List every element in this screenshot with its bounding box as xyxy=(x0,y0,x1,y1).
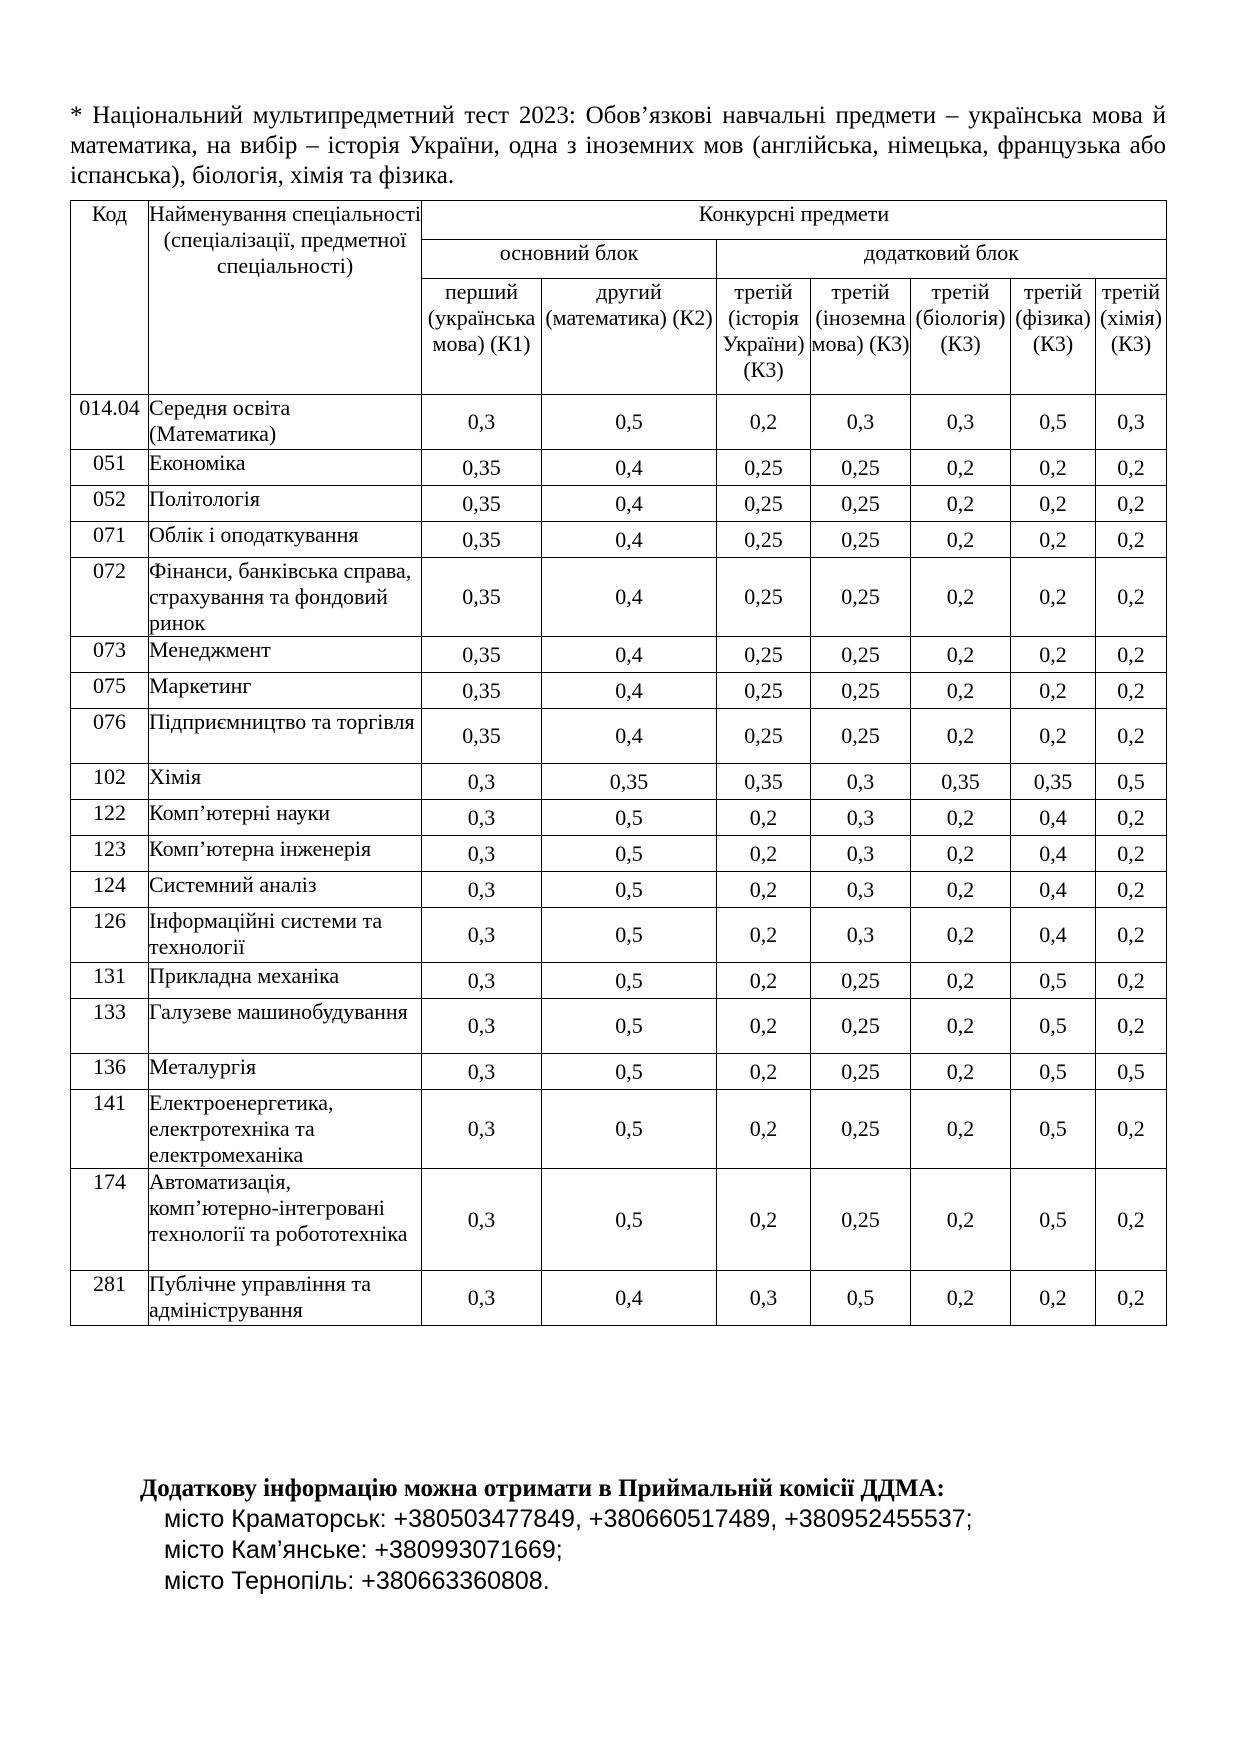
coefficient-cell: 0,25 xyxy=(811,673,911,709)
specialty-name: Фінанси, банківська справа, страхування та фондовий ринок xyxy=(149,558,422,637)
specialty-code: 075 xyxy=(71,673,149,709)
coefficient-cell: 0,3 xyxy=(422,963,542,999)
specialty-name: Комп’ютерні науки xyxy=(149,800,422,836)
coefficient-cell: 0,25 xyxy=(717,709,811,764)
coefficient-cell: 0,4 xyxy=(542,450,717,486)
coefficient-cell: 0,2 xyxy=(1096,800,1167,836)
coefficient-cell: 0,2 xyxy=(911,908,1011,963)
coefficient-cell: 0,2 xyxy=(717,963,811,999)
specialty-name: Менеджмент xyxy=(149,637,422,673)
coefficient-cell: 0,2 xyxy=(911,999,1011,1054)
coefficient-cell: 0,3 xyxy=(811,908,911,963)
coefficient-cell: 0,2 xyxy=(1096,450,1167,486)
coefficient-cell: 0,2 xyxy=(1096,1271,1167,1326)
coefficient-cell: 0,5 xyxy=(542,1054,717,1090)
coefficient-cell: 0,3 xyxy=(717,1271,811,1326)
coefficient-cell: 0,25 xyxy=(717,558,811,637)
specialty-name: Автоматизація, комп’ютерно-інтегровані технології та робототехніка xyxy=(149,1169,422,1271)
subjects-header: Конкурсні предмети xyxy=(422,201,1167,240)
coefficient-cell: 0,2 xyxy=(1096,872,1167,908)
specialty-code: 141 xyxy=(71,1090,149,1169)
coefficient-cell: 0,25 xyxy=(811,709,911,764)
coefficient-cell: 0,4 xyxy=(542,1271,717,1326)
specialty-code: 133 xyxy=(71,999,149,1054)
table-body xyxy=(71,395,1167,1326)
coefficient-cell: 0,25 xyxy=(811,999,911,1054)
coefficient-cell: 0,35 xyxy=(422,522,542,558)
coefficient-cell: 0,2 xyxy=(1011,1271,1096,1326)
table-row xyxy=(71,1169,1167,1271)
coefficient-cell: 0,3 xyxy=(811,395,911,450)
exam-note: * Національний мультипредметний тест 2023: Обов’язкові навчальні предмети – українська мова й математика, на вибір – історія України, одна з іноземних мов (англійська, німецька, французька або іспанська), біологія, хімія та фізика. xyxy=(70,102,1166,189)
subject-header: третій (історія України) (К3) xyxy=(717,279,811,395)
coefficient-cell: 0,2 xyxy=(1011,522,1096,558)
specialty-code: 073 xyxy=(71,637,149,673)
specialty-code: 123 xyxy=(71,836,149,872)
coefficient-cell: 0,2 xyxy=(1096,999,1167,1054)
coefficient-cell: 0,3 xyxy=(422,1169,542,1271)
table-row xyxy=(71,999,1167,1054)
main-block-header: основний блок xyxy=(422,240,717,279)
table-row xyxy=(71,1271,1167,1326)
coefficient-cell: 0,2 xyxy=(911,963,1011,999)
coefficient-cell: 0,5 xyxy=(542,800,717,836)
specialty-name: Системний аналіз xyxy=(149,872,422,908)
coefficient-cell: 0,35 xyxy=(717,764,811,800)
specialty-name: Комп’ютерна інженерія xyxy=(149,836,422,872)
specialty-code: 071 xyxy=(71,522,149,558)
table-row xyxy=(71,800,1167,836)
table-row xyxy=(71,558,1167,637)
coefficient-cell: 0,2 xyxy=(1011,486,1096,522)
coefficient-cell: 0,25 xyxy=(811,450,911,486)
coefficient-cell: 0,2 xyxy=(717,800,811,836)
coefficient-cell: 0,25 xyxy=(811,486,911,522)
coefficient-cell: 0,25 xyxy=(811,522,911,558)
table-row xyxy=(71,764,1167,800)
specialty-code: 072 xyxy=(71,558,149,637)
coefficient-cell: 0,2 xyxy=(717,1169,811,1271)
coefficient-cell: 0,3 xyxy=(811,764,911,800)
coefficient-cell: 0,5 xyxy=(542,872,717,908)
coefficient-cell: 0,2 xyxy=(1011,709,1096,764)
coefficient-cell: 0,3 xyxy=(1096,395,1167,450)
coefficient-cell: 0,4 xyxy=(542,522,717,558)
specialty-name: Хімія xyxy=(149,764,422,800)
contact-line: місто Краматорськ: +380503477849, +380660517489, +380952455537; xyxy=(164,1505,973,1533)
extra-block-header: додатковий блок xyxy=(717,240,1167,279)
coefficient-cell: 0,2 xyxy=(1011,450,1096,486)
coefficient-cell: 0,2 xyxy=(911,836,1011,872)
coefficient-cell: 0,2 xyxy=(1011,637,1096,673)
coefficient-cell: 0,2 xyxy=(717,1090,811,1169)
table-row xyxy=(71,395,1167,450)
coefficient-cell: 0,5 xyxy=(1011,999,1096,1054)
specialty-code: 131 xyxy=(71,963,149,999)
coefficient-cell: 0,4 xyxy=(542,558,717,637)
specialty-code: 051 xyxy=(71,450,149,486)
specialty-name: Галузеве машинобудування xyxy=(149,999,422,1054)
coefficient-cell: 0,3 xyxy=(911,395,1011,450)
subject-header: третій (біологія) (К3) xyxy=(911,279,1011,395)
coefficient-cell: 0,25 xyxy=(811,1054,911,1090)
coefficient-cell: 0,5 xyxy=(542,1169,717,1271)
coefficient-cell: 0,5 xyxy=(1011,1169,1096,1271)
coefficient-cell: 0,3 xyxy=(811,836,911,872)
coefficient-cell: 0,2 xyxy=(911,1054,1011,1090)
coefficient-cell: 0,35 xyxy=(422,486,542,522)
coefficient-cell: 0,5 xyxy=(1011,395,1096,450)
coefficient-cell: 0,3 xyxy=(422,908,542,963)
coefficient-cell: 0,4 xyxy=(1011,908,1096,963)
coefficient-cell: 0,2 xyxy=(911,673,1011,709)
coefficient-cell: 0,25 xyxy=(811,1090,911,1169)
specialty-name: Електроенергетика, електротехніка та електромеханіка xyxy=(149,1090,422,1169)
coefficient-cell: 0,2 xyxy=(1096,836,1167,872)
specialty-name: Публічне управління та адміністрування xyxy=(149,1271,422,1326)
table-row xyxy=(71,450,1167,486)
coefficient-cell: 0,4 xyxy=(1011,800,1096,836)
specialty-code: 281 xyxy=(71,1271,149,1326)
coefficient-cell: 0,25 xyxy=(811,963,911,999)
coefficient-cell: 0,2 xyxy=(911,1271,1011,1326)
coefficient-cell: 0,3 xyxy=(422,764,542,800)
coefficient-cell: 0,5 xyxy=(1011,1090,1096,1169)
coefficient-cell: 0,5 xyxy=(542,1090,717,1169)
coefficients-table xyxy=(70,200,1167,1326)
table-row xyxy=(71,1054,1167,1090)
coefficient-cell: 0,2 xyxy=(911,1169,1011,1271)
coefficient-cell: 0,25 xyxy=(717,637,811,673)
coefficient-cell: 0,4 xyxy=(542,709,717,764)
specialty-code: 174 xyxy=(71,1169,149,1271)
coefficient-cell: 0,25 xyxy=(811,558,911,637)
coefficient-cell: 0,5 xyxy=(1011,963,1096,999)
coefficient-cell: 0,2 xyxy=(717,1054,811,1090)
coefficient-cell: 0,3 xyxy=(422,836,542,872)
specialty-name: Металургія xyxy=(149,1054,422,1090)
coefficient-cell: 0,2 xyxy=(1096,486,1167,522)
contact-line: місто Тернопіль: +380663360808. xyxy=(164,1567,550,1595)
code-header: Код xyxy=(71,201,149,395)
coefficient-cell: 0,2 xyxy=(911,522,1011,558)
coefficient-cell: 0,3 xyxy=(422,1054,542,1090)
coefficient-cell: 0,5 xyxy=(542,908,717,963)
subject-header: третій (фізика) (К3) xyxy=(1011,279,1096,395)
coefficient-cell: 0,2 xyxy=(911,1090,1011,1169)
table-row xyxy=(71,522,1167,558)
coefficient-cell: 0,2 xyxy=(717,872,811,908)
coefficient-cell: 0,2 xyxy=(1096,908,1167,963)
specialty-code: 102 xyxy=(71,764,149,800)
table-row xyxy=(71,908,1167,963)
coefficient-cell: 0,2 xyxy=(911,709,1011,764)
coefficient-cell: 0,5 xyxy=(542,963,717,999)
coefficient-cell: 0,3 xyxy=(422,395,542,450)
coefficient-cell: 0,25 xyxy=(811,637,911,673)
coefficient-cell: 0,4 xyxy=(1011,872,1096,908)
coefficient-cell: 0,35 xyxy=(911,764,1011,800)
specialty-code: 126 xyxy=(71,908,149,963)
name-header: Найменування спеціальності (спеціалізації, предметної спеціальності) xyxy=(149,201,422,395)
coefficient-cell: 0,2 xyxy=(1096,558,1167,637)
coefficient-cell: 0,2 xyxy=(911,800,1011,836)
specialty-code: 122 xyxy=(71,800,149,836)
coefficient-cell: 0,2 xyxy=(1096,1090,1167,1169)
specialty-name: Маркетинг xyxy=(149,673,422,709)
specialty-name: Інформаційні системи та технології xyxy=(149,908,422,963)
coefficient-cell: 0,35 xyxy=(422,709,542,764)
coefficient-cell: 0,5 xyxy=(542,999,717,1054)
coefficient-cell: 0,3 xyxy=(422,1090,542,1169)
coefficient-cell: 0,2 xyxy=(717,395,811,450)
coefficient-cell: 0,3 xyxy=(422,872,542,908)
coefficient-cell: 0,3 xyxy=(422,1271,542,1326)
coefficient-cell: 0,2 xyxy=(1011,673,1096,709)
specialty-name: Середня освіта (Математика) xyxy=(149,395,422,450)
specialty-code: 052 xyxy=(71,486,149,522)
specialty-name: Політологія xyxy=(149,486,422,522)
coefficient-cell: 0,5 xyxy=(1096,764,1167,800)
table-row xyxy=(71,486,1167,522)
coefficient-cell: 0,2 xyxy=(1096,637,1167,673)
coefficient-cell: 0,2 xyxy=(911,872,1011,908)
table-row xyxy=(71,673,1167,709)
coefficient-cell: 0,35 xyxy=(422,558,542,637)
coefficient-cell: 0,4 xyxy=(542,486,717,522)
subject-header: третій (хімія) (К3) xyxy=(1096,279,1167,395)
coefficient-cell: 0,3 xyxy=(422,999,542,1054)
specialty-name: Облік і оподаткування xyxy=(149,522,422,558)
coefficient-cell: 0,2 xyxy=(1096,963,1167,999)
coefficient-cell: 0,3 xyxy=(422,800,542,836)
contact-heading: Додаткову інформацію можна отримати в Приймальній комісії ДДМА: xyxy=(140,1475,945,1502)
coefficient-cell: 0,2 xyxy=(717,999,811,1054)
specialty-code: 014.04 xyxy=(71,395,149,450)
coefficient-cell: 0,2 xyxy=(911,558,1011,637)
coefficient-cell: 0,2 xyxy=(911,486,1011,522)
coefficient-cell: 0,2 xyxy=(1096,673,1167,709)
coefficient-cell: 0,35 xyxy=(422,637,542,673)
coefficient-cell: 0,2 xyxy=(1096,709,1167,764)
specialty-code: 136 xyxy=(71,1054,149,1090)
specialty-code: 124 xyxy=(71,872,149,908)
contact-line: місто Кам’янське: +380993071669; xyxy=(164,1536,563,1564)
coefficient-cell: 0,2 xyxy=(1011,558,1096,637)
table-row xyxy=(71,709,1167,764)
specialty-name: Прикладна механіка xyxy=(149,963,422,999)
coefficient-cell: 0,2 xyxy=(911,637,1011,673)
coefficient-cell: 0,5 xyxy=(1096,1054,1167,1090)
coefficient-cell: 0,25 xyxy=(811,1169,911,1271)
coefficient-cell: 0,3 xyxy=(811,800,911,836)
coefficient-cell: 0,2 xyxy=(911,450,1011,486)
specialty-name: Підприємництво та торгівля xyxy=(149,709,422,764)
table-row xyxy=(71,872,1167,908)
coefficient-cell: 0,35 xyxy=(1011,764,1096,800)
coefficient-cell: 0,2 xyxy=(1096,1169,1167,1271)
coefficient-cell: 0,4 xyxy=(1011,836,1096,872)
coefficient-cell: 0,25 xyxy=(717,450,811,486)
coefficient-cell: 0,5 xyxy=(1011,1054,1096,1090)
coefficient-cell: 0,25 xyxy=(717,673,811,709)
coefficient-cell: 0,5 xyxy=(542,395,717,450)
coefficient-cell: 0,3 xyxy=(811,872,911,908)
coefficient-cell: 0,4 xyxy=(542,637,717,673)
table-row xyxy=(71,836,1167,872)
table-row xyxy=(71,963,1167,999)
coefficient-cell: 0,35 xyxy=(422,450,542,486)
coefficient-cell: 0,2 xyxy=(717,836,811,872)
coefficient-cell: 0,5 xyxy=(811,1271,911,1326)
coefficient-cell: 0,25 xyxy=(717,522,811,558)
table-row xyxy=(71,1090,1167,1169)
specialty-name: Економіка xyxy=(149,450,422,486)
subject-header: третій (іноземна мова) (К3) xyxy=(811,279,911,395)
coefficient-cell: 0,35 xyxy=(542,764,717,800)
table-row xyxy=(71,637,1167,673)
coefficient-cell: 0,2 xyxy=(717,908,811,963)
coefficient-cell: 0,5 xyxy=(542,836,717,872)
subject-header: перший (українська мова) (К1) xyxy=(422,279,542,395)
contact-info xyxy=(140,1473,1170,1597)
coefficient-cell: 0,25 xyxy=(717,486,811,522)
coefficient-cell: 0,35 xyxy=(422,673,542,709)
subject-header: другий (математика) (К2) xyxy=(542,279,717,395)
coefficient-cell: 0,2 xyxy=(1096,522,1167,558)
specialty-code: 076 xyxy=(71,709,149,764)
coefficient-cell: 0,4 xyxy=(542,673,717,709)
